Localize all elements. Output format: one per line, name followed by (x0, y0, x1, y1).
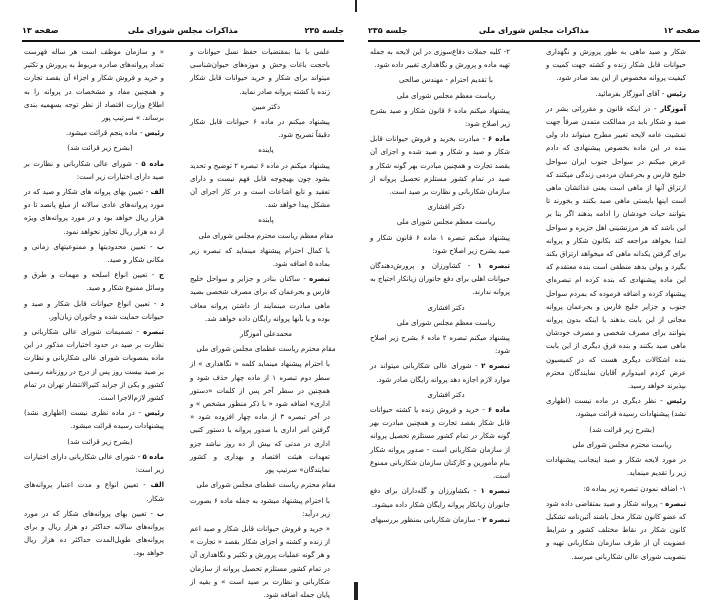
paragraph-text: تعیین انواع اسلحه و مهمات و طرق و وسائل ممنوع شکار و صید. (24, 271, 164, 293)
paragraph (370, 332, 522, 358)
paragraph-text: پاینده (258, 216, 274, 225)
paragraph-text: پروانه شکار و صید بمتقاضی داده شود که عضو کانون شکار محل باشند آئین‌نامه تشکیل کانون شکار در نقاط مختلف کشور و شرایط عضویت آن از طرف سازمان شکاربانی تهیه و بتصویب شورای عالی شکاربانی میرسد. (546, 499, 686, 561)
header-rule (22, 40, 344, 42)
signature (370, 74, 522, 87)
paragraph-text: ۱- اضافه نمودن تبصره زیر بماده ۵: (583, 484, 686, 493)
paragraph: تبصره - تصمیمات شورای عالی شکاربانی و نظارت بر صید در حدود اختیارات مذکور در این ماده بمصوبات شورای عالی شکاربانی و نظارت بر صید بیست روز پس از درج در روزنامه رسمی کشور و یکی از جراید کثیرالانتشار تهران در تمام کشور لازم‌الاجرا است. (24, 328, 164, 403)
paragraph: ماده ۵ - شورای عالی شکاربانی و نظارت بر صید دارای اختیارات زیر است: (24, 159, 165, 181)
paragraph-text: خرید و فروش زنده یا کشته حیوانات قابل شکار بقصد تجارت و همچنین مبادرت بهر گونه شکار در تمام کشور مستلزم تحصیل پروانه از سازمان شکاربانی است - صدور پروانه شکار بنام مأمورین و کارکنان سازمان شکاربانی ممنوع است. (370, 406, 510, 481)
paragraph (190, 245, 342, 271)
speaker-or-article-label: تبصره ۱ (480, 487, 510, 496)
paragraph (546, 454, 698, 480)
paragraph-text: (بشرح زیر قرائت شد) (67, 144, 133, 153)
paragraph-text: (بشرح زیر قرائت شد) (67, 437, 133, 446)
speaker-or-article-label: رئیس (666, 397, 686, 406)
paragraph: تبصره ۲ - سازمان شکاربانی بمنظور بررسیهای (370, 515, 510, 524)
paragraph-text: ماده پنجم قرائت میشود. (65, 129, 138, 138)
paragraph-text: دکتر افشاری (427, 203, 465, 212)
paragraph-text: با تقدیم احترام - مهندس صالحی (399, 76, 493, 85)
speaker-or-article-label: تبصره (309, 275, 330, 284)
paragraph: الف - تعیین بهای پروانه های شکار و صید که در مورد پروانه‌های عادی سالانه از مبلغ پانصد تا دو هزار ریال خواهد بود و در مورد پروانه‌های ویژه از ده هزار ریال تجاوز نخواهد نمود. (24, 188, 165, 236)
scan-mark-bottom (354, 582, 358, 600)
speaker-or-article-label: تبصره (665, 499, 686, 508)
centered-heading (546, 424, 698, 437)
paragraph-text: مبادرت بخرید و فروش حیوانات قابل شکار و صید و شکار و صید شده و اجزای آن بقصد تجارت و همچنین مبادرت بهر گونه شکار و صید در تمام کشور مستلزم تحصیل پروانه از سازمان شکاربانی و نظارت بر صید است. (370, 135, 510, 197)
signature (370, 201, 522, 214)
paragraph: تبصره - پروانه شکار و صید بمتقاضی داده شود که عضو کانون شکار محل باشند آئین‌نامه تشکیل کانون شکار در نقاط مختلف کشور و شرایط عضویت آن از طرف سازمان شکاربانی تهیه و بتصویب شورای عالی شکاربانی میرسد. (546, 499, 686, 561)
right-page-column-right (546, 46, 698, 566)
paragraph-text: پاینده (258, 146, 274, 155)
paragraph (190, 495, 342, 521)
speaker-or-article-label: تبصره ۲ (482, 515, 510, 524)
paragraph: رئیس - نظر دیگری در ماده نیست (اظهاری نشد) پیشنهادات رسیده قرائت میشود. (546, 397, 686, 419)
paragraph-text: « و سازمان موظف است هر ساله فهرست تعداد پروانه‌های صادره مربوط به پرورش و تکثیر و خرید و فروش شکار و اجزاء آن بقصد تجارت و همچنین مفاد و مشخصات در پروانه را به اطلاع وزارت اقتصاد از نظر توجه بسهمیه بندی برساند. » سرتیپ پور (24, 48, 164, 123)
left-page (0, 0, 352, 600)
running-title: مذاکرات مجلس شورای ملی (478, 26, 590, 35)
signature (370, 302, 522, 315)
page-number: صفحه ۱۳ (22, 26, 59, 35)
paragraph: تبصره ۱ - بکشاورزان و گله‌داران برای دفع جانوران زیانکار پروانه رایگان شکار داده میشود. (370, 487, 510, 509)
paragraph: رئیس - آقای آموزگار بفرمائید. (595, 89, 686, 98)
session-label: جلسه ۲۳۵ (304, 26, 344, 35)
paragraph-text: دکتر مبین (252, 102, 280, 111)
paragraph: ب - تعیین محدودیتها و ممنوعیتهای زمانی و مکانی شکار و صید. (24, 242, 164, 265)
left-page-header (22, 26, 344, 40)
speaker-or-article-label: ج (158, 271, 164, 280)
running-title: مذاکرات مجلس شورای ملی (127, 26, 239, 35)
paragraph: تبصره ۱ - کشاورزان و پرورش‌دهندگان حیوانات اهلی برای دفع جانوران زیانکار احتیاج به پروانه ندارند. (370, 262, 511, 297)
paragraph (546, 483, 698, 496)
left-page-column-right (190, 46, 342, 604)
paragraph-text: پیشنهاد میکنم تبصره ۱ ماده ۶ قانون شکار و صید بشرح زیر اصلاح شود: (370, 233, 510, 255)
paragraph (370, 232, 522, 258)
paragraph-text: در مورد لایحه شکار و صید اینجانب پیشنهادات زیر را تقدیم مینماید. (546, 456, 686, 478)
paragraph-text: ریاست محترم مجلس شورای ملی (572, 440, 672, 449)
paragraph-text: نظر دیگری در ماده نیست (اظهاری نشد) پیشنهادات رسیده قرائت میشود. (546, 397, 686, 419)
paragraph (370, 46, 522, 72)
paragraph: رئیس - ماده پنجم قرائت میشود. (65, 129, 164, 138)
paragraph (24, 46, 176, 125)
speaker-or-article-label: تبصره ۱ (477, 262, 511, 271)
header-rule (368, 40, 700, 42)
paragraph: الف - تعیین انواع و مدت اعتبار پروانه‌های شکار. (24, 481, 164, 503)
speaker-or-article-label: رئیس (144, 409, 164, 418)
paragraph-text: مقام محترم ریاست عظمای مجلس شورای ملی (196, 481, 336, 490)
paragraph-text: شکار و صید ماهی به طور پرورش و نگهداری حیوانات قابل شکار زنده و کشته جهت کمیت و کیفیت پروانه مخصوص از این بعد صادر شود. (546, 48, 686, 83)
paragraph-text: ریاست معظم مجلس شورای ملی (396, 218, 496, 227)
session-label: جلسه ۲۳۵ (368, 26, 408, 35)
right-page-header (368, 26, 700, 40)
paragraph (190, 523, 342, 602)
paragraph-text: ریاست معظم مجلس شورای ملی (396, 91, 496, 100)
paragraph (190, 358, 342, 477)
signature (190, 328, 342, 341)
speaker-or-article-label: ب (156, 509, 164, 518)
paragraph (190, 116, 342, 142)
paragraph-text: شورای عالی شکاربانی و نظارت بر صید دارای اختیارات زیر است: (24, 159, 164, 181)
speaker-or-article-label: ماده ۶ (487, 135, 510, 144)
paragraph: آموزگار - در اینکه قانون و مقرراتی بشر در صید و شکار باید در ممالکت متمدن صرفاً جهت تمشیت عامه لایحه تغییر مطرح میتواند داد ولی بنده در این ماده بخصوص پیشنهادی که دادم عرض میکنم در سواحل جنوب ایران سواحل خلیج فارس و بحرعمان مردمی زندگی میکنند که ارتزاق آنها از ماهی است یعنی غذائشان ماهی است اینها بایستی ماهی صید بکنند و بخورند تا بتوانند حیات خودشان را ادامه بدهند اگر بنا بر این باشد که هر مرزنشینی اهل جزیره و سواحل ابتدا بخواهد مراجعه کند بکانون شکار و پروانه برای گرفتن یکدانه ماهی که میخواهد ارتزاق بکند بگیرد و پولی بدهد منطقی است بنده معتقدم که این ماده پیشنهادی که بنده کرده ام تبصره‌ای پیشنهاد کرده و اضافه فرموده که بمردم سواحل جنوب و جزایر خلیج فارس و بحرعمان پروانه مجانی از این بابت بدهند یا اینکه بدون پروانه بتوانند برای مصرف شخصی و مصرف خودشان ماهی صید بکنند و بنده فرق دیگری از این بابت بنده اشکالات دیگری هست که در کمیسیون عرض کردم امیدوارم آقایان نمایندگان محترم بپذیرند خواهد رسید. (546, 104, 686, 391)
paragraph (190, 46, 342, 99)
paragraph: ماده ۵ - شورای عالی شکاربانی دارای اختیارات زیر است: (24, 452, 164, 475)
paragraph: تبصره - ساکنان بنادر و جزایر و سواحل خلیج فارس و بحرعمان که برای مصرف شخصی بصید ماهی مبادرت مینمایند از داشتن پروانه معاف بوده و یا بآنها پروانه رایگان داده خواهد شد. (190, 275, 330, 323)
signature (190, 101, 342, 114)
signature (370, 389, 522, 402)
paragraph: تبصره ۲ - شورای عالی شکاربانی میتواند در موارد لازم اجازه دهد پروانه رایگان صادر شود. (370, 362, 510, 384)
left-page-column-left (24, 46, 176, 563)
page-number: صفحه ۱۲ (663, 26, 700, 35)
right-page-column-left (370, 46, 522, 529)
paragraph-text: سازمان شکاربانی بمنظور بررسیهای (370, 515, 476, 524)
paragraph-text: تعیین بهای پروانه‌های شکار که در مورد پروانه‌های سالانه حداکثر دو هزار ریال و برای پروانه‌های طویل‌المدت حداکثر ده هزار ریال خواهد بود. (24, 509, 164, 558)
paragraph-text: تعیین بهای پروانه های شکار و صید که در مورد پروانه‌های عادی سالانه از مبلغ پانصد تا دو هزار ریال خواهد بود و در مورد پروانه‌های ویژه از ده هزار ریال تجاوز نخواهد نمود. (24, 188, 164, 236)
centered-heading (370, 90, 522, 103)
paragraph-text: شورای عالی شکاربانی میتواند در موارد لازم اجازه دهد پروانه رایگان صادر شود. (370, 362, 510, 384)
paragraph-text: در اینکه قانون و مقرراتی بشر در صید و شکار باید در ممالکت متمدن صرفاً جهت تمشیت عامه لایحه تغییر مطرح میتواند داد ولی بنده در این ماده بخصوص پیشنهادی که دادم عرض میکنم در سواحل جنوب ایران سواحل خلیج فارس و بحرعمان مردمی زندگی میکنند که ارتزاق آنها از ماهی است یعنی غذائشان ماهی است اینها بایستی ماهی صید بکنند و بخورند تا بتوانند حیات خودشان را ادامه بدهند اگر بنا بر این باشد که هر مرزنشینی اهل جزیره و سواحل ابتدا بخواهد مراجعه کند بکانون شکار و پروانه برای گرفتن یکدانه ماهی که میخواهد ارتزاق بکند بگیرد و پولی بدهد منطقی است بنده معتقدم که این ماده پیشنهادی که بنده کرده ام تبصره‌ای پیشنهاد کرده و اضافه فرموده که بمردم سواحل جنوب و جزایر خلیج فارس و بحرعمان پروانه مجانی از این بابت بدهند یا اینکه بدون پروانه بتوانند برای مصرف شخصی و مصرف خودشان ماهی صید بکنند و بنده فرق دیگری از این بابت بنده اشکالات دیگری هست که در کمیسیون عرض کردم امیدوارم آقایان نمایندگان محترم بپذیرند خواهد رسید. (546, 104, 686, 391)
speaker-or-article-label: ماده ۵ (141, 159, 165, 168)
right-page (360, 0, 712, 600)
paragraph-text: با احترام پیشنهاد میشود به جمله ماده ۶ بصورت زیر درآید: (190, 496, 330, 518)
paragraph-text: ساکنان بنادر و جزایر و سواحل خلیج فارس و بحرعمان که برای مصرف شخصی بصید ماهی مبادرت مینمایند از داشتن پروانه معاف بوده و یا بآنها پروانه رایگان داده خواهد شد. (190, 275, 330, 323)
paragraph-text: پیشنهاد میکنم در ماده ۶ حیوانات قابل شکار دقیقاً تصریح شود. (190, 118, 330, 140)
paragraph: ب - تعیین بهای پروانه‌های شکار که در مورد پروانه‌های سالانه حداکثر دو هزار ریال و برای پروانه‌های طویل‌المدت حداکثر ده هزار ریال خواهد بود. (24, 509, 164, 558)
paragraph-text: « خرید و فروش حیوانات قابل شکار و صید اعم از زنده و کشته و اجزای شکار بقصد « تجارت » و هر گونه عملیات پرورش و تکثیر و نگاهداری آن در تمام کشور مستلزم تحصیل پروانه از سازمان شکاربانی و نظارت بر صید است » و بقیه از پایان جمله اضافه شود. (190, 524, 330, 599)
speaker-or-article-label: ماده ۶ (487, 406, 511, 415)
speaker-or-article-label: الف (150, 188, 165, 197)
page-gutter (352, 0, 360, 600)
paragraph (370, 105, 522, 131)
paragraph: ج - تعیین انواع اسلحه و مهمات و طرق و وسائل ممنوع شکار و صید. (24, 271, 164, 293)
paragraph: ماده ۶ - مبادرت بخرید و فروش حیوانات قابل شکار و صید و شکار و صید شده و اجزای آن بقصد تجارت و همچنین مبادرت بهر گونه شکار و صید در تمام کشور مستلزم تحصیل پروانه از سازمان شکاربانی و نظارت بر صید است. (370, 135, 510, 197)
centered-heading (190, 230, 342, 243)
speaker-or-article-label: الف (150, 481, 164, 490)
paragraph-text: در ماده نظری نیست (اظهاری نشد) پیشنهادات رسیده قرائت میشود. (24, 409, 164, 431)
speaker-or-article-label: تبصره ۲ (481, 362, 510, 371)
paragraph-text: بکشاورزان و گله‌داران برای دفع جانوران زیانکار پروانه رایگان شکار داده میشود. (370, 487, 510, 509)
paragraph-text: تصمیمات شورای عالی شکاربانی و نظارت بر صید در حدود اختیارات مذکور در این ماده بمصوبات شورای عالی شکاربانی و نظارت بر صید بیست روز پس از درج در روزنامه رسمی کشور و یکی از جراید کثیرالانتشار تهران در تمام کشور لازم‌الاجرا است. (24, 328, 164, 403)
paragraph-text: پیشنهاد میکنم تبصره ۲ ماده ۶ بشرح زیر اصلاح شود: (370, 334, 510, 356)
paragraph-text: ۲- کلیه جملات دفاع‌سوزی در این لایحه به جمله تهیه ماده و پرورش و نگاهداری تغییر داده شود. (370, 48, 510, 70)
paragraph-text: دکتر افشاری (427, 303, 465, 312)
speaker-or-article-label: رئیس (666, 89, 686, 98)
speaker-or-article-label: رئیس (144, 129, 164, 138)
paragraph-text: علمی با بنا بمقتضیات حفظ نسل حیوانات و باحجت باغات وحش و موزه‌های حیوان‌شناسی میتواند برای شکار و خرید حیوانات قابل شکار زنده یا کشته پروانه صادر نماید. (190, 48, 330, 96)
paragraph-text: مقام محترم ریاست عظمای مجلس شورای ملی (196, 345, 336, 354)
paragraph-text: (بشرح زیر قرائت شد) (589, 425, 655, 434)
paragraph-text: شورای عالی شکاربانی دارای اختیارات زیر است: (24, 452, 164, 475)
centered-heading (370, 216, 522, 229)
paragraph-text: با کمال احترام پیشنهاد مینماید که تبصره زیر بماده ۵ اضافه شود. (190, 246, 330, 269)
paragraph (546, 46, 698, 86)
paragraph-text: ریاست معظم مجلس شورای ملی (396, 318, 496, 327)
signature (190, 144, 342, 157)
paragraph (190, 160, 342, 213)
paragraph-text: دکتر افشاری (427, 390, 465, 399)
paragraph-text: محمدعلی آموزگار (239, 330, 293, 339)
centered-heading (190, 343, 342, 356)
speaker-or-article-label: د (160, 299, 164, 308)
scan-mark-top (355, 0, 357, 12)
paragraph-text: مقام معظم ریاست محترم مجلس شورای ملی (198, 231, 334, 240)
paragraph-text: تعیین انواع حیوانات قابل شکار و صید و حیوانات حمایت شده و جانوران زیان‌آور. (24, 299, 164, 321)
centered-heading (546, 439, 698, 452)
paragraph-text: کشاورزان و پرورش‌دهندگان حیوانات اهلی برای دفع جانوران زیانکار احتیاج به پروانه ندارند. (370, 262, 510, 297)
paragraph-text: پیشنهاد میکنم در ماده ۶ تبصره ۲ توضیح و تحدید بشود چون بهیچوجه قابل فهم نیست و دارای تعقید و تابع اشاعات است و در کار اجرای آن مشکل پیدا خواهد شد. (190, 161, 330, 210)
paragraph-text: آقای آموزگار بفرمائید. (595, 89, 660, 98)
paragraph-text: تعیین محدودیتها و ممنوعیتهای زمانی و مکانی شکار و صید. (24, 242, 164, 265)
speaker-or-article-label: ب (156, 242, 164, 251)
centered-heading (24, 436, 176, 449)
centered-heading (370, 317, 522, 330)
speaker-or-article-label: تبصره (143, 328, 164, 337)
paragraph: ماده ۶ - خرید و فروش زنده یا کشته حیوانات قابل شکار بقصد تجارت و همچنین مبادرت بهر گونه شکار در تمام کشور مستلزم تحصیل پروانه از سازمان شکاربانی است - صدور پروانه شکار بنام مأمورین و کارکنان سازمان شکاربانی ممنوع است. (370, 406, 511, 481)
paragraph: د - تعیین انواع حیوانات قابل شکار و صید و حیوانات حمایت شده و جانوران زیان‌آور. (24, 299, 164, 321)
paragraph: رئیس - در ماده نظری نیست (اظهاری نشد) پیشنهادات رسیده قرائت میشود. (24, 409, 164, 431)
centered-heading (24, 142, 176, 155)
speaker-or-article-label: ماده ۵ (142, 452, 164, 461)
paragraph-text: پیشنهاد میکنم ماده ۶ قانون شکار و صید بشرح زیر اصلاح شود: (370, 106, 510, 129)
centered-heading (190, 479, 342, 492)
paragraph-text: تعیین انواع و مدت اعتبار پروانه‌های شکار. (24, 481, 164, 503)
paragraph-text: با احترام پیشنهاد مینماید کلمه « نگاهداری » از سطر دوم تبصره ۱ از ماده چهار حذف شود و همچنین در سطر آخر پس از کلمات «دستور اداری» اضافه شود « با ذکر منظور مشخص » و در آخر تبصره ۳ از ماده چهار افزوده شود « گرفتن امر اداری با صدور پروانه با دستور کتبی اداری در مدتی که بیش از ده روز نباشد جزو تعهدات هیئت اقتصاد و بهداری و کشور نمایندگان» سرتیپ پور (190, 360, 331, 475)
speaker-or-article-label: آموزگار (660, 104, 686, 113)
signature (190, 214, 342, 227)
